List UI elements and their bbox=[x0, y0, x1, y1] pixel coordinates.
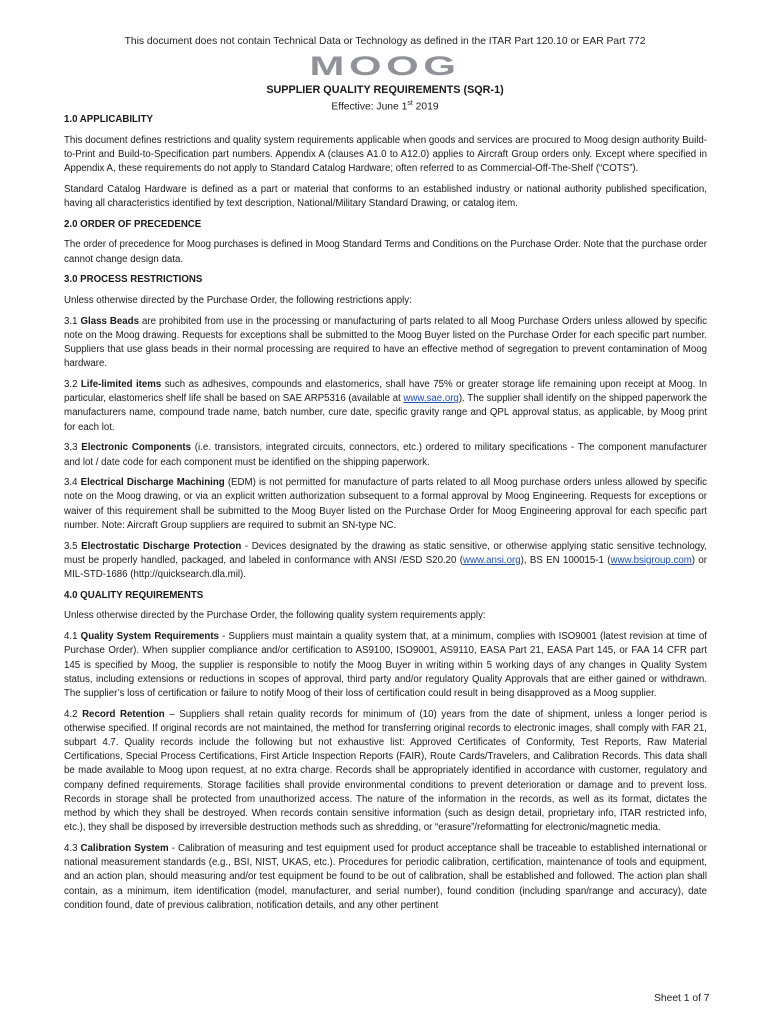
clause-3-1: 3.1 Glass Beads are prohibited from use in the processing or manufacturing of parts related to all Moog Purchase Orders unless allowed by specific note on the Moog drawing. Requests for exceptions shall be submitted to the Moog Buyer listed on the Purchase Order for each specific part number. Suppliers that use glass beads in their normal processing are required to have an effective method of segregation to prevent contamination of Moog hardware. bbox=[64, 315, 707, 370]
moog-logo: MOOG bbox=[309, 51, 461, 81]
bsigroup-link[interactable]: www.bsigroup.com bbox=[610, 554, 692, 566]
effective-date: Effective: June 1st 2019 bbox=[331, 100, 439, 113]
section-heading-applicability: 1.0 APPLICABILITY bbox=[64, 114, 153, 125]
clause-4-2: 4.2 Record Retention – Suppliers shall retain quality records for minimum of (10) years from the date of shipment, unless a longer period is otherwise specified. If original records are not maintained, the method for transferring original records to electronic images, shall comply with FAR 21, subpart 4.7. Quality records include the following but not exhaustive list: Approved Certificates of Conformity, Test Reports, Raw Material Certifications, Special Process Certifications, First Article Inspection Reports (FAIR), Route Cards/Travelers, and Calibration Records. This data shall be made available to Moog upon request, at no extra charge. Records shall be appropriately identified in accordance with customer, regulatory and company defined requirements. Storage facilities shall provide environmental conditions to prevent deterioration or damage and to prevent loss. Records in storage shall be protected from unauthorized access. The nature of the information in the records, as well as its format, dictates the method by which they shall be destroyed. When records contain sensitive information (such as design detail, proprietary info, ITAR restricted info, etc.), they shall be disposed by irreversible destruction methods such as shredding, or “erasure”/reformatting for electronic/magnetic media. bbox=[64, 708, 707, 834]
document-title: SUPPLIER QUALITY REQUIREMENTS (SQR-1) bbox=[266, 84, 504, 96]
itar-notice: This document does not contain Technical Data or Technology as defined in the ITAR Part 120.10 or EAR Part 772 bbox=[124, 36, 646, 47]
paragraph: Unless otherwise directed by the Purchase Order, the following quality system requirements apply: bbox=[64, 610, 486, 622]
clause-3-2: 3.2 Life-limited items such as adhesives, compounds and elastomerics, shall have 75% or greater storage life remaining upon receipt at Moog. In particular, elastomerics shelf life shall be based on SAE ARP5316 (available at www.sae.org). The supplier shall identify on the shipped paperwork the manufacturers name, compound trade name, batch number, cure date, specific gravity range and QPL approval status, as applicable, by Moog print for each lot. bbox=[64, 379, 707, 433]
clause-4-3: 4.3 Calibration System - Calibration of measuring and test equipment used for product acceptance shall be traceable to established international or national measurement standards (e.g., BSI, NIST, UKAS, etc.). Procedures for periodic calibration, certification, maintenance of tools and equipment, and an action plan, should measuring and/or test equipment be found to be out of calibration, shall be established and followed. The action plan shall contain, as a minimum, item identification (model, manufacturer, and serial number), found condition (including span/range and accuracy), date condition found, date of previous calibration, notification details, and any other pertinent bbox=[64, 842, 707, 911]
clause-4-1: 4.1 Quality System Requirements - Suppliers must maintain a quality system that, at a minimum, complies with ISO9001 (latest revision at time of Purchase Order). When supplier compliance and/or certification to AS9100, ISO9001, AS9110, EASA Part 21, EASA Part 145, or FAA 14 CFR part 145 is specified by Moog, the supplier is responsible to notify the Moog Buyer in writing within 5 working days of any changes in Quality System status, including extensions or reductions in scopes of approval, third party and/or regulatory Quality Approvals that are either gained or withdrawn. The supplier’s loss of certification or failure to notify Moog of their loss of certification could result in being disapproved as a Moog supplier. bbox=[64, 631, 707, 699]
section-heading-process-restrictions: 3.0 PROCESS RESTRICTIONS bbox=[64, 274, 203, 286]
document-body bbox=[64, 113, 707, 919]
clause-3-4: 3.4 Electrical Discharge Machining (EDM) is not permitted for manufacture of parts related to all Moog purchase orders unless allowed by specific note on the Moog drawing, or via an explicit written authorization subsequent to a formal approval by Moog Engineering. Requests for exceptions or waiver of this requirement shall be submitted to the Moog Buyer listed on the Purchase Order for Moog Engineering approval for each specific part number. Note: Aircraft Group suppliers are required to submit an SN-type NC. bbox=[64, 477, 707, 531]
paragraph: Unless otherwise directed by the Purchase Order, the following restrictions apply: bbox=[64, 295, 412, 307]
section-heading-order-of-precedence: 2.0 ORDER OF PRECEDENCE bbox=[64, 218, 202, 230]
clause-3-3: 3.3 Electronic Components (i.e. transistors, integrated circuits, connectors, etc.) ordered to military specifications - The component manufacturer and lot / date code for each component must be identified on the shipping paperwork. bbox=[64, 442, 707, 468]
sheet-number: Sheet 1 of 7 bbox=[654, 993, 710, 1004]
paragraph: Standard Catalog Hardware is defined as a part or material that conforms to an established industry or national authority published specification, having all characteristics identified by text description, National/Military Standard Drawing, or catalog item. bbox=[64, 183, 707, 210]
paragraph: The order of precedence for Moog purchases is defined in Moog Standard Terms and Conditions on the Purchase Order. Note that the purchase order cannot change design data. bbox=[64, 239, 707, 265]
sae-link[interactable]: www.sae.org bbox=[403, 393, 459, 405]
clause-3-5: 3.5 Electrostatic Discharge Protection - Devices designated by the drawing as static sensitive, or otherwise applying static sensitive technology, must be properly handled, packaged, and labeled in conformance with ANSI /ESD S20.20 (www.ansi.org), BS EN 100015-1 (www.bsigroup.com) or MIL-STD-1686 (http://quicksearch.dla.mil). bbox=[64, 540, 708, 580]
ansi-link[interactable]: www.ansi.org bbox=[463, 554, 521, 566]
paragraph: This document defines restrictions and quality system requirements applicable when goods and services are procured to Moog design authority Build-to-Print and Build-to-Specification part numbers. Appendix A (clauses A1.0 to A12.0) applies to Aircraft Group orders only. Except where specified in Appendix A, these requirements do not apply to Standard Catalog Hardware; often referred to as Commercial-Off-The-Shelf (“COTS”). bbox=[64, 134, 707, 175]
section-heading-quality-requirements: 4.0 QUALITY REQUIREMENTS bbox=[64, 589, 204, 601]
